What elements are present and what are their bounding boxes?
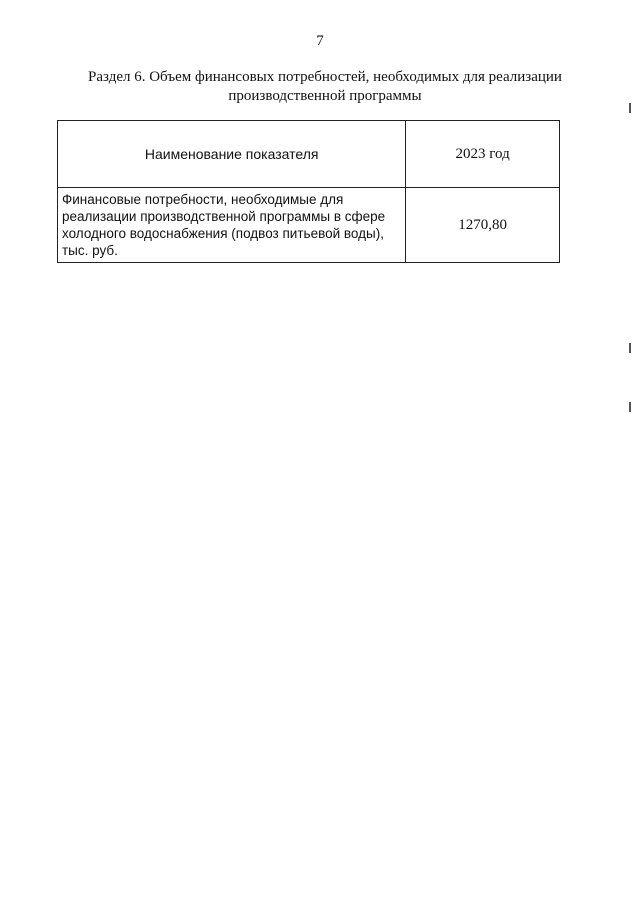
scan-mark (629, 103, 631, 113)
scan-mark (629, 343, 631, 353)
financial-needs-table (57, 120, 560, 263)
indicator-name-cell: Финансовые потребности, необходимые для реализации производственной программы в сфере холодного водоснабжения (подвоз питьевой воды), тыс. руб. (58, 188, 406, 263)
table-row (58, 188, 560, 263)
header-indicator-name: Наименование показателя (58, 121, 406, 188)
section-title-line-1: Раздел 6. Объем финансовых потребностей, необходимых для реализации (88, 69, 562, 85)
section-title (40, 68, 610, 106)
indicator-value-cell: 1270,80 (406, 188, 560, 263)
header-year: 2023 год (406, 121, 560, 188)
page-number: 7 (316, 33, 324, 49)
section-title-line-2: производственной программы (228, 88, 422, 104)
scan-mark (629, 402, 631, 412)
table-header-row (58, 121, 560, 188)
